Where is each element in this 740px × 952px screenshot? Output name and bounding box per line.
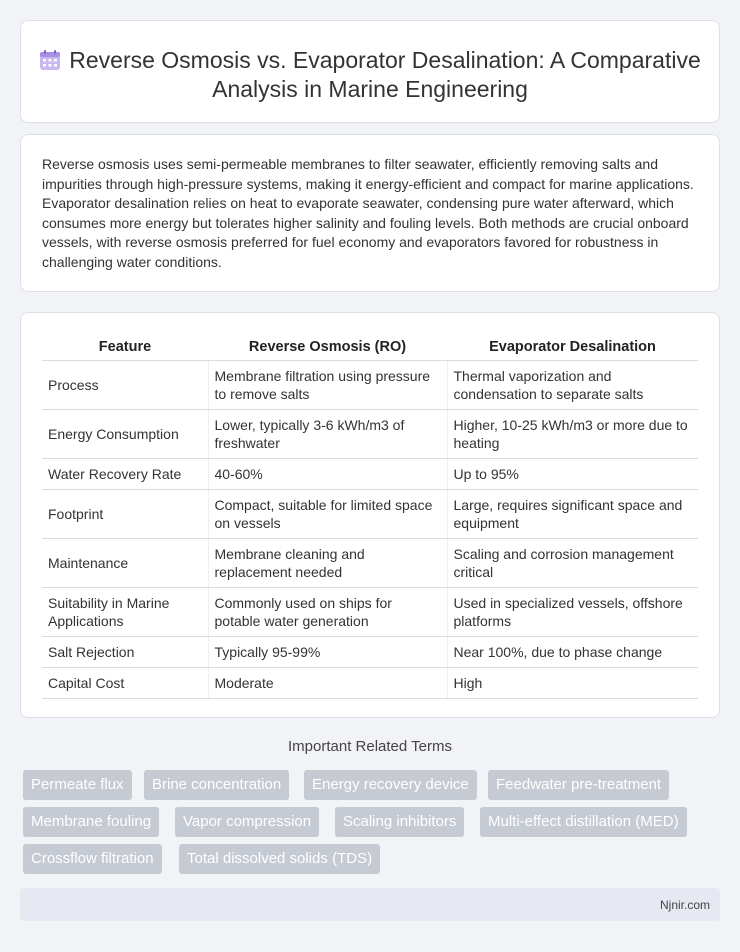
column-header-feature: Feature <box>42 333 208 360</box>
term-tag[interactable]: Brine concentration <box>144 770 289 800</box>
table-cell: Footprint <box>42 489 208 538</box>
table-row <box>42 409 698 458</box>
comparison-table-card <box>20 312 720 718</box>
calendar-icon <box>39 49 61 71</box>
table-cell: Commonly used on ships for potable water generation <box>208 587 447 636</box>
table-cell: Capital Cost <box>42 667 208 698</box>
table-cell: Membrane cleaning and replacement needed <box>208 538 447 587</box>
footer <box>20 888 720 921</box>
table-cell: Near 100%, due to phase change <box>447 636 698 667</box>
table-cell: Large, requires significant space and equipment <box>447 489 698 538</box>
page-title <box>21 46 719 104</box>
intro-paragraph: Reverse osmosis uses semi-permeable membranes to filter seawater, efficiently removing salts and impurities through high-pressure systems, making it energy-efficient and compact for marine applications. Evaporator desalination relies on heat to evaporate seawater, condensing pure water afterward, which consumes more energy but tolerates higher salinity and fouling levels. Both methods are crucial onboard vessels, with reverse osmosis preferred for fuel economy and evaporators favored for robustness in challenging water conditions. <box>42 156 694 270</box>
column-header-evaporator: Evaporator Desalination <box>447 333 698 360</box>
table-cell: Lower, typically 3-6 kWh/m3 of freshwater <box>208 409 447 458</box>
table-cell: Compact, suitable for limited space on vessels <box>208 489 447 538</box>
table-row <box>42 587 698 636</box>
table-row <box>42 538 698 587</box>
table-cell: Energy Consumption <box>42 409 208 458</box>
table-cell: Process <box>42 360 208 409</box>
table-cell: Maintenance <box>42 538 208 587</box>
term-tag[interactable]: Energy recovery device <box>304 770 477 800</box>
term-tag[interactable]: Crossflow filtration <box>23 844 162 874</box>
table-cell: Used in specialized vessels, offshore platforms <box>447 587 698 636</box>
term-tag[interactable]: Scaling inhibitors <box>335 807 464 837</box>
table-cell: Thermal vaporization and condensation to separate salts <box>447 360 698 409</box>
term-tag[interactable]: Total dissolved solids (TDS) <box>179 844 380 874</box>
intro-card <box>20 134 720 292</box>
table-row <box>42 458 698 489</box>
table-row <box>42 489 698 538</box>
table-cell: Suitability in Marine Applications <box>42 587 208 636</box>
table-row <box>42 360 698 409</box>
table-cell: Membrane filtration using pressure to remove salts <box>208 360 447 409</box>
term-tag[interactable]: Feedwater pre-treatment <box>488 770 669 800</box>
table-header-row <box>42 333 698 360</box>
table-cell: 40-60% <box>208 458 447 489</box>
term-tag[interactable]: Multi-effect distillation (MED) <box>480 807 687 837</box>
table-cell: Scaling and corrosion management critical <box>447 538 698 587</box>
table-row <box>42 636 698 667</box>
table-cell: Typically 95-99% <box>208 636 447 667</box>
term-tag[interactable]: Membrane fouling <box>23 807 159 837</box>
title-card <box>20 20 720 123</box>
table-cell: Up to 95% <box>447 458 698 489</box>
table-cell: Salt Rejection <box>42 636 208 667</box>
term-tag[interactable]: Permeate flux <box>23 770 132 800</box>
comparison-table <box>42 333 698 699</box>
table-cell: High <box>447 667 698 698</box>
table-cell: Moderate <box>208 667 447 698</box>
table-row <box>42 667 698 698</box>
related-terms-heading: Important Related Terms <box>288 738 452 755</box>
table-cell: Higher, 10-25 kWh/m3 or more due to heating <box>447 409 698 458</box>
term-tag[interactable]: Vapor compression <box>175 807 319 837</box>
table-cell: Water Recovery Rate <box>42 458 208 489</box>
page-title-text: Reverse Osmosis vs. Evaporator Desalination: A Comparative Analysis in Marine Engineering <box>69 47 701 102</box>
footer-brand[interactable]: Njnir.com <box>659 898 710 912</box>
column-header-ro: Reverse Osmosis (RO) <box>208 333 447 360</box>
